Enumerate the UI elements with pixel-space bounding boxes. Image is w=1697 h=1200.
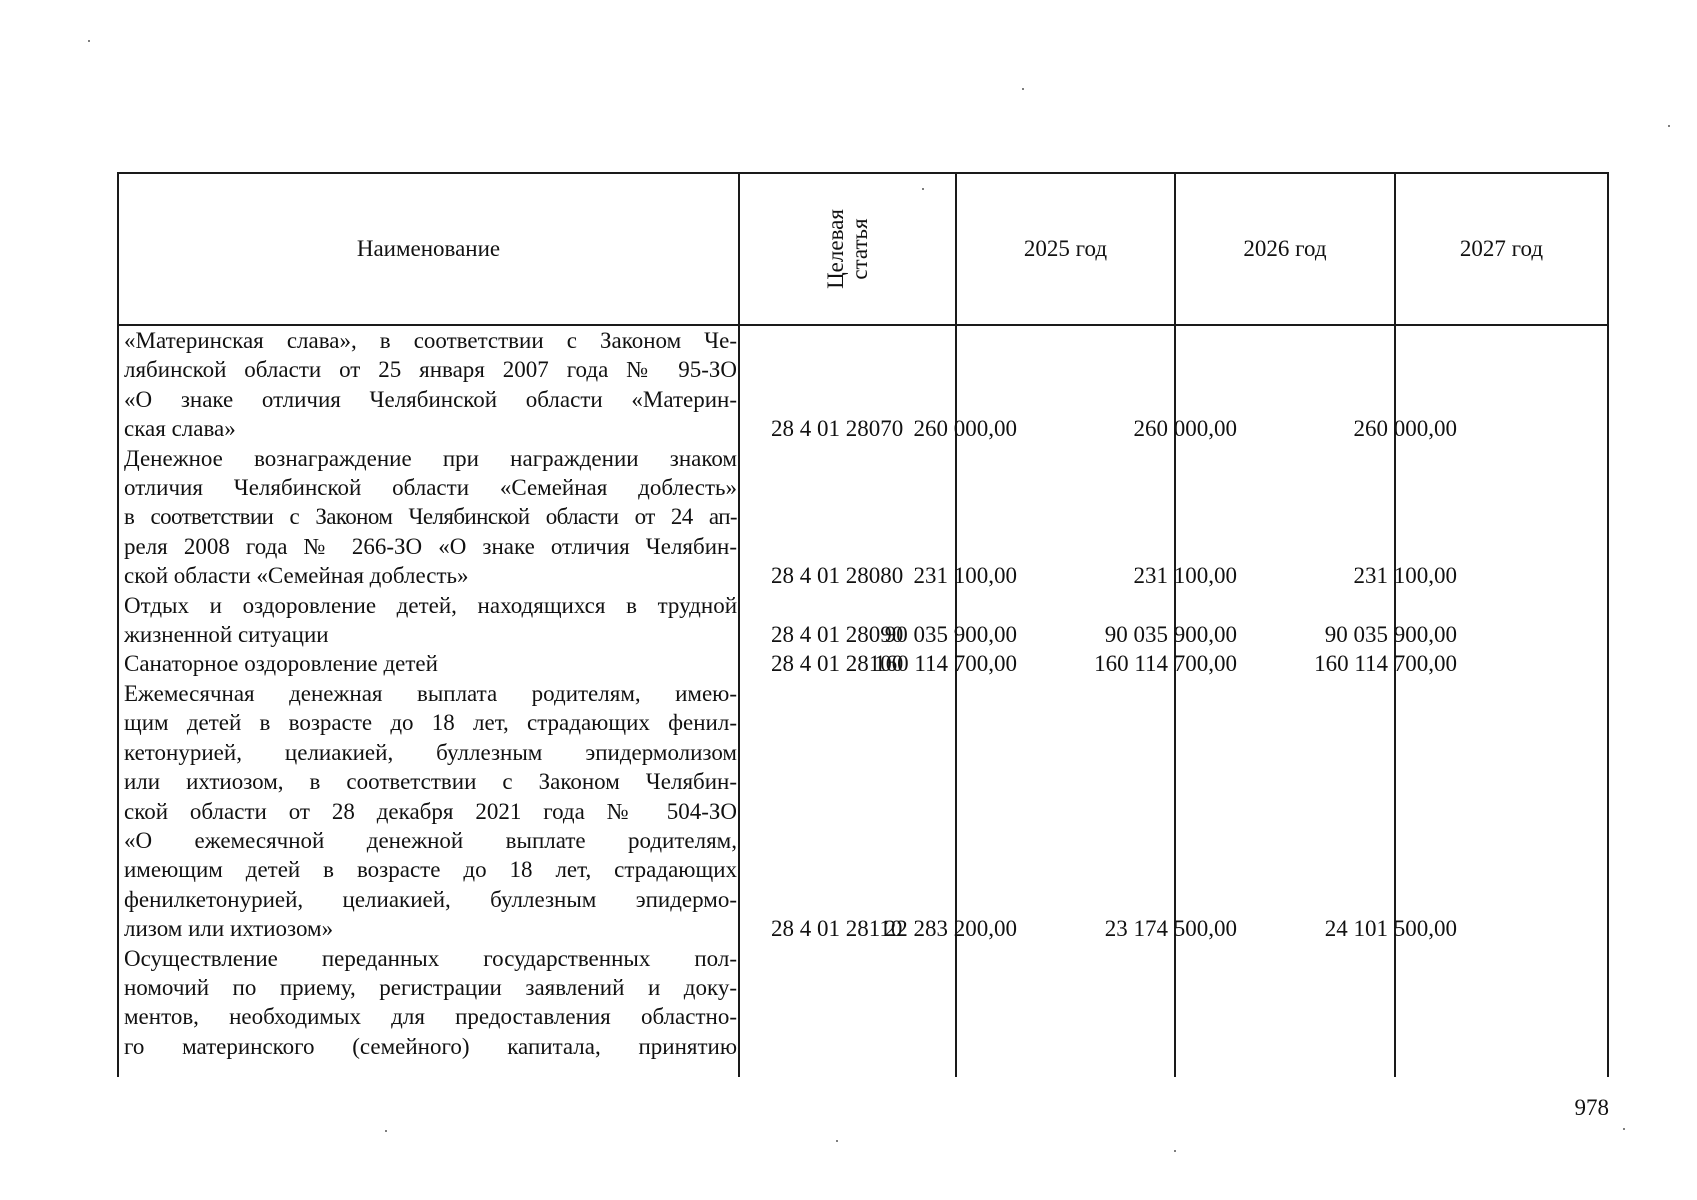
header-2027-label: 2027 год	[1459, 236, 1544, 261]
budget-table	[117, 172, 1609, 1077]
row-code: 28 4 01 28110	[771, 916, 903, 942]
row-name-line: Отдых и оздоровление детей, находящихся в трудной	[124, 592, 737, 618]
table-row	[119, 649, 1607, 678]
row-value-2025: 260 000,00	[913, 416, 1017, 442]
header-2025	[957, 174, 1174, 324]
page-number: 978	[1574, 1095, 1609, 1120]
row-name-line: реля 2008 года № 266-ЗО «О знаке отличия Челябин-	[124, 533, 737, 559]
row-name-line: или ихтиозом, в соответствии с Законом Челябин-	[124, 769, 737, 795]
row-value-2027: 24 101 500,00	[1324, 916, 1457, 942]
row-value-2026: 90 035 900,00	[1104, 622, 1237, 648]
scan-speck	[836, 1140, 838, 1142]
row-code: 28 4 01 28090	[771, 622, 904, 648]
row-value-2025: 231 100,00	[913, 563, 1017, 589]
row-name-line: ская слава»	[124, 416, 236, 442]
row-name-line: ской области «Семейная доблесть»	[124, 563, 469, 589]
header-name	[119, 174, 738, 324]
scan-speck	[1668, 125, 1670, 127]
table-row	[119, 944, 1607, 1062]
row-name-line: номочий по приему, регистрации заявлений и доку-	[124, 974, 737, 1000]
row-name-line: Ежемесячная денежная выплата родителям, имею-	[124, 680, 737, 706]
table-row	[119, 679, 1607, 944]
scan-speck	[1174, 1150, 1176, 1152]
row-name	[119, 649, 739, 678]
row-name-line: Осуществление переданных государственных пол-	[124, 945, 737, 971]
header-2026	[1176, 174, 1394, 324]
table-row	[119, 591, 1607, 650]
row-name-line: го материнского (семейного) капитала, принятию	[124, 1033, 737, 1059]
row-name-line: отличия Челябинской области «Семейная доблесть»	[124, 475, 737, 501]
header-2025-label: 2025 год	[1023, 236, 1108, 261]
row-name-line: имеющим детей в возрасте до 18 лет, страдающих	[124, 857, 737, 883]
row-name-line: ской области от 28 декабря 2021 года № 504-ЗО	[124, 798, 737, 824]
row-value-2027: 260 000,00	[1353, 416, 1457, 442]
row-value-2027: 160 114 700,00	[1314, 651, 1457, 677]
header-2026-label: 2026 год	[1243, 236, 1327, 261]
scan-speck	[385, 1130, 387, 1132]
row-name-line: «Материнская слава», в соответствии с Законом Че-	[124, 328, 737, 353]
row-name	[119, 944, 739, 1062]
row-code: 28 4 01 28100	[771, 651, 904, 677]
row-name-line: кетонурией, целиакией, буллезным эпидермолизом	[124, 739, 737, 765]
row-value-2025: 90 035 900,00	[884, 622, 1017, 648]
row-code: 28 4 01 28070	[771, 416, 904, 442]
row-name-line: «О ежемесячной денежной выплате родителям,	[124, 827, 737, 853]
row-name-line: Санаторное оздоровление детей	[124, 651, 438, 677]
row-value-2026: 231 100,00	[1133, 563, 1237, 589]
header-target-article	[740, 174, 955, 324]
row-name-line: в соответствии с Законом Челябинской области от 24 ап-	[124, 504, 737, 530]
row-value-2026: 260 000,00	[1133, 416, 1237, 442]
row-name-line: лизом или ихтиозом»	[124, 916, 334, 942]
header-2027	[1396, 174, 1607, 324]
header-code-line2: статья	[846, 218, 872, 280]
row-name	[119, 591, 739, 650]
row-code: 28 4 01 28080	[771, 563, 904, 589]
row-name	[119, 444, 739, 591]
scan-speck	[88, 40, 90, 42]
row-name-line: жизненной ситуации	[124, 622, 329, 648]
row-value-2027: 90 035 900,00	[1324, 622, 1457, 648]
row-name-line: Денежное вознаграждение при награждении знаком	[124, 445, 737, 471]
row-value-2027: 231 100,00	[1353, 563, 1457, 589]
scan-speck	[1623, 1128, 1625, 1130]
header-name-label: Наименование	[356, 236, 501, 261]
row-name-line: щим детей в возрасте до 18 лет, страдающих фенил-	[124, 710, 737, 736]
row-value-2025: 160 114 700,00	[874, 651, 1017, 677]
row-name-line: ментов, необходимых для предоставления областно-	[124, 1004, 737, 1030]
row-name-line: лябинской области от 25 января 2007 года № 95-ЗО	[124, 357, 737, 383]
row-value-2026: 23 174 500,00	[1104, 916, 1237, 942]
table-row	[119, 444, 1607, 591]
row-name-line: «О знаке отличия Челябинской области «Материн-	[124, 386, 737, 412]
row-value-2025: 22 283 200,00	[884, 916, 1017, 942]
header-target-article-label	[823, 209, 871, 289]
table-body	[119, 326, 1607, 1061]
row-name	[119, 679, 739, 944]
scan-speck	[1022, 88, 1024, 90]
header-code-line1: Целевая	[822, 209, 848, 289]
row-name	[119, 326, 739, 444]
table-row	[119, 326, 1607, 444]
row-value-2026: 160 114 700,00	[1094, 651, 1237, 677]
row-name-line: фенилкетонурией, целиакией, буллезным эпидермо-	[124, 886, 737, 912]
